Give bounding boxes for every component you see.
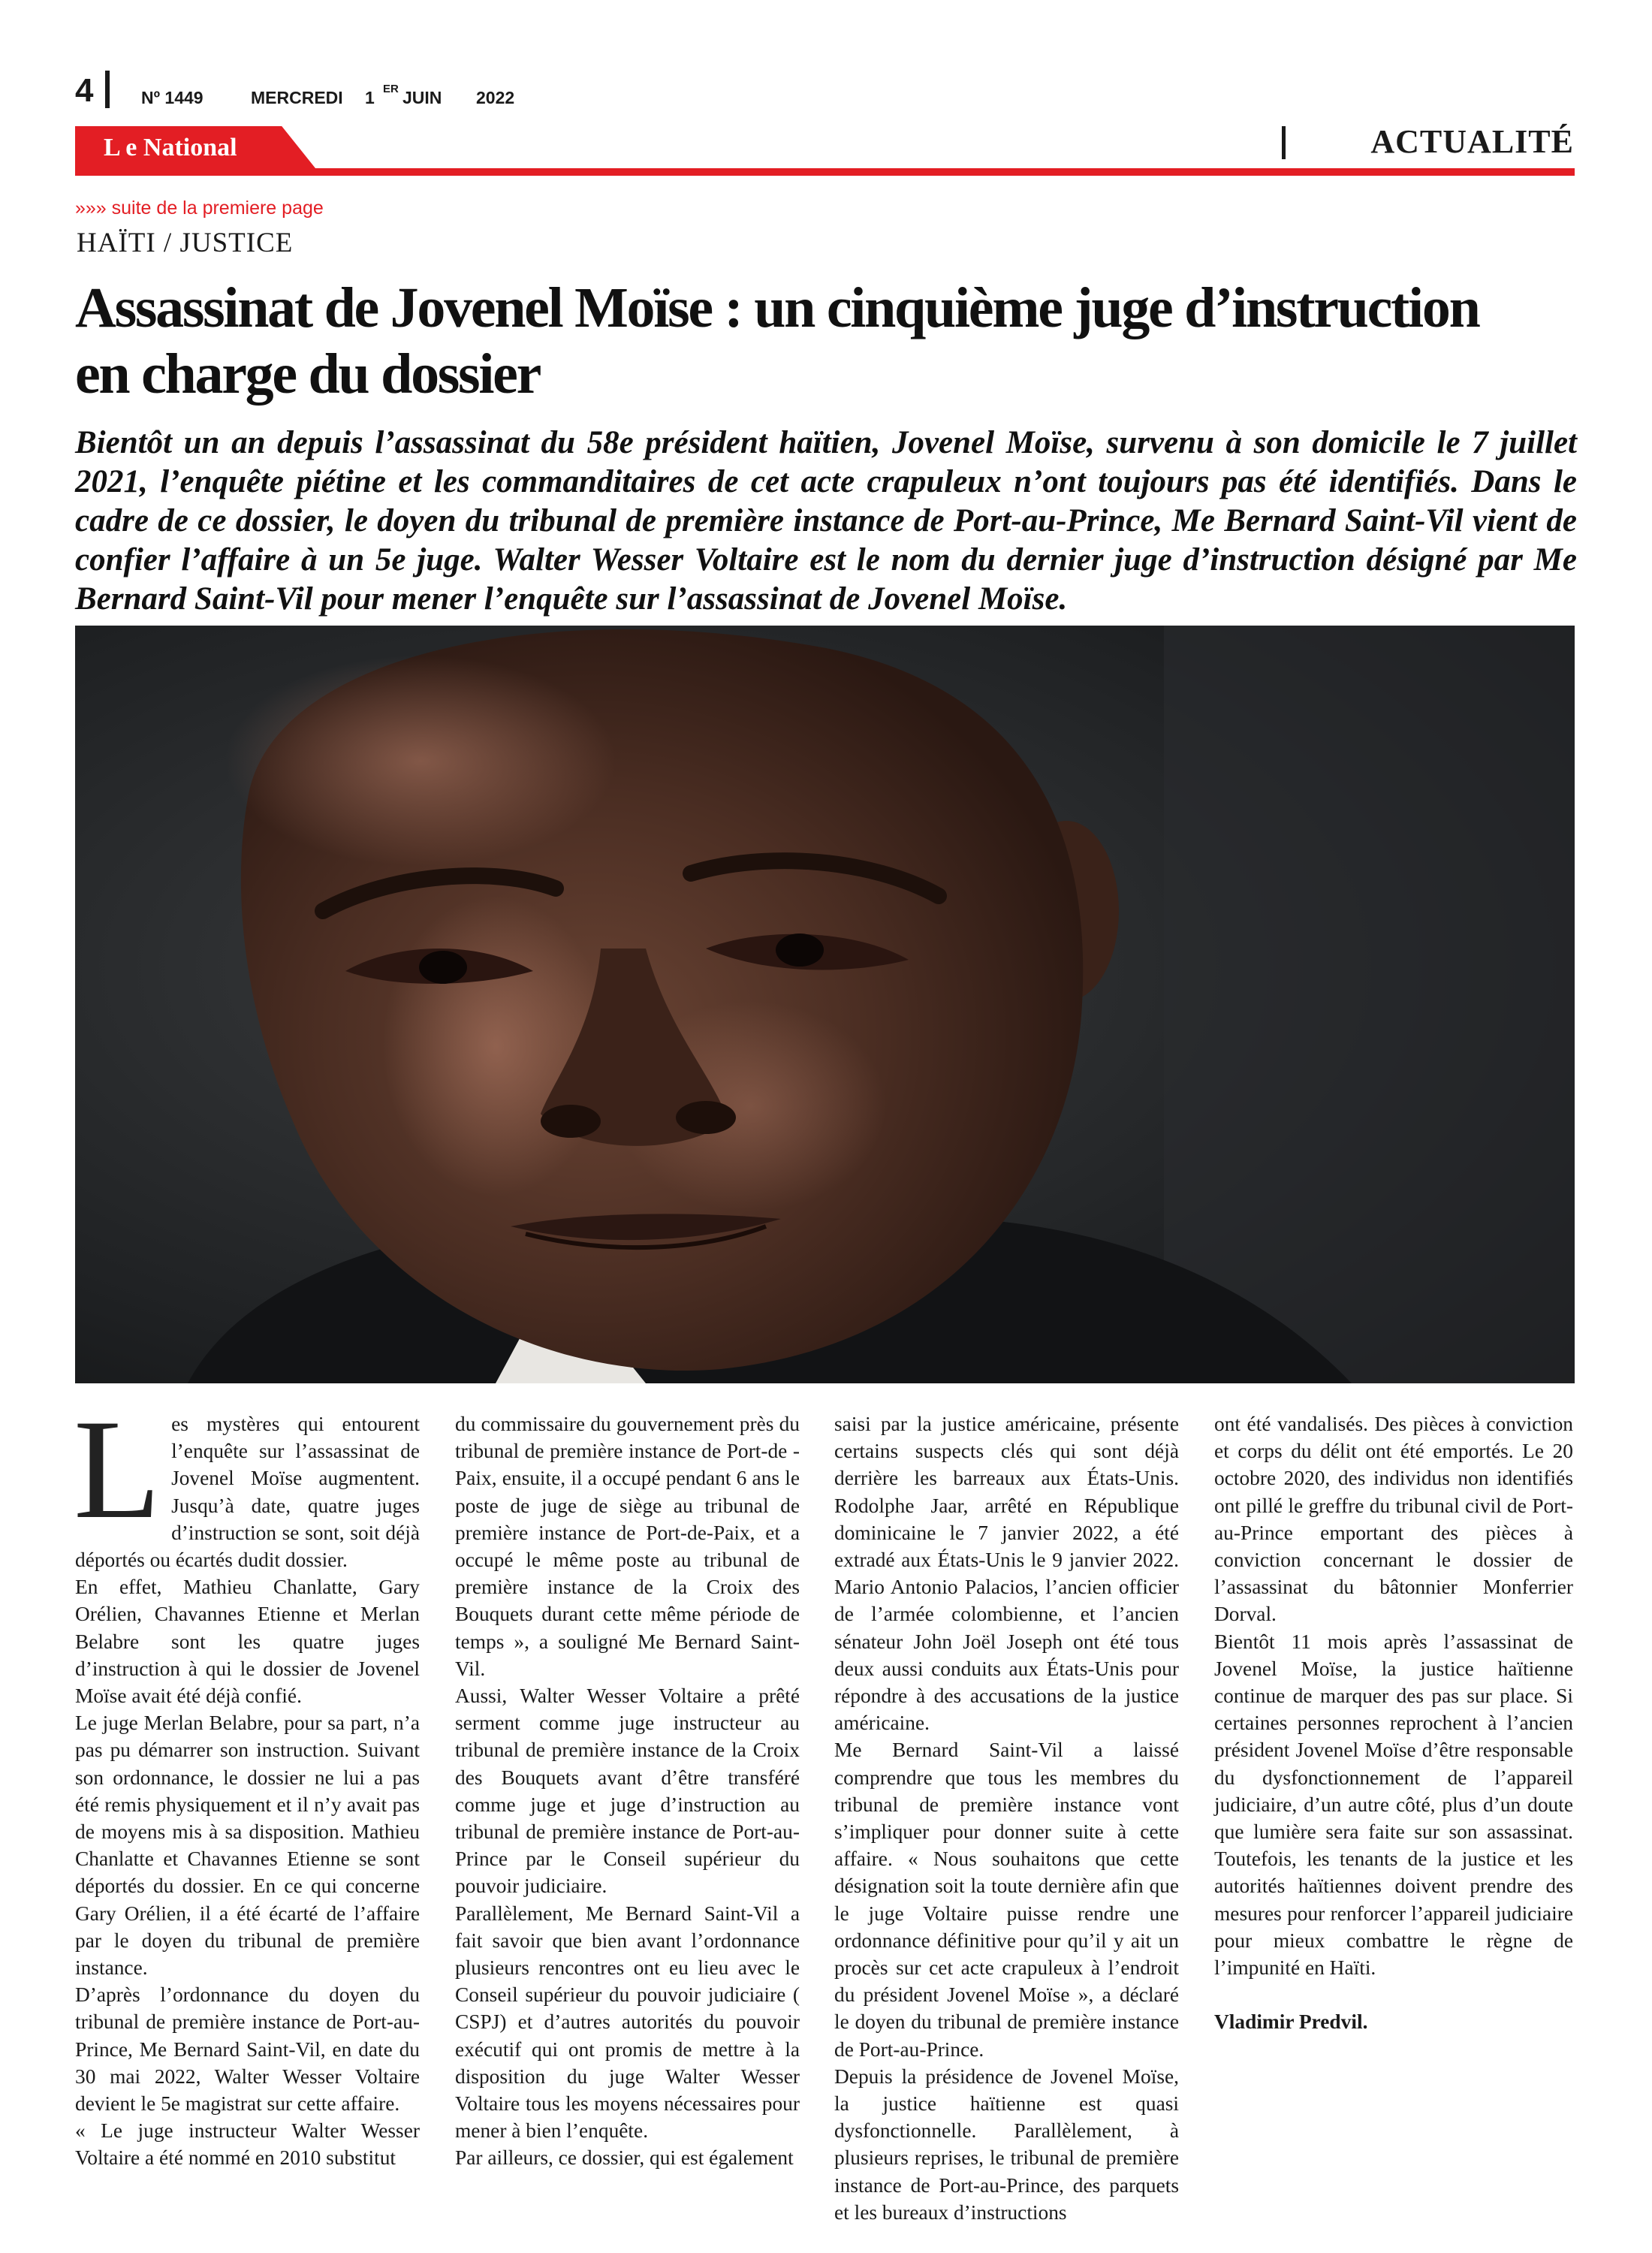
continued-from-label: »»» suite de la premiere page [75,198,324,219]
body-paragraph: En effet, Mathieu Chanlatte, Gary Orélien, Chavannes Etienne et Merlan Belabre sont les quatre juges d’instruction à qui le dossier de Jovenel Moïse avait été déjà confié. [75,1576,420,1708]
body-paragraph: saisi par la justice américaine, présente certains suspects clés qui sont déjà derrière les barreaux aux États-Unis. Rodolphe Jaar, arrêté en République dominicaine le 7 janvier 2022, a été extradé aux États-Unis le 9 janvier 2022. Mario Antonio Palacios, l’ancien officier de l’armée colombienne, et l’ancien sénateur John Joël Joseph ont été tous deux aussi conduits aux États-Unis pour répondre à des accusations de la justice américaine. [834,1413,1179,1735]
body-paragraph: es mystères qui entourent l’enquête sur l’assassinat de Jovenel Moïse augmentent. Jusqu’à date, quatre juges d’instruction se sont, soit déjà déportés ou écartés dudit dossier. [75,1413,420,1572]
issue-year: 2022 [476,88,515,107]
body-paragraph: Parallèlement, Me Bernard Saint-Vil a fait savoir que bien avant l’ordonnance plusieurs rencontres ont eu lieu avec le Conseil supérieur du pouvoir judiciaire ( CSPJ) et d’autres autorités du pouvoir exécutif qui ont promis de mettre à la disposition du juge Walter Wesser Voltaire tous les moyens nécessaires pour mener à bien l’enquête. [455,1902,800,2143]
article-column-3 [834,1410,1179,2226]
body-paragraph: Aussi, Walter Wesser Voltaire a prêté serment comme juge instructeur au tribunal de première instance de la Croix des Bouquets avant d’être transféré comme juge et juge d’instruction au tribunal de première instance de Port-au-Prince par le Conseil supérieur du pouvoir judiciaire. [455,1684,800,1898]
body-paragraph: D’après l’ordonnance du doyen du tribunal de première instance de Port-au-Prince, Me Bernard Saint-Vil, en date du 30 mai 2022, Walter Wesser Voltaire devient le 5e magistrat sur cette affaire. [75,1983,420,2116]
page-number-separator [105,71,110,108]
body-paragraph: Me Bernard Saint-Vil a laissé comprendre que tous les membres du tribunal de première instance vont s’impliquer pour donner suite à cette affaire. « Nous souhaitons que cette désignation soit la toute dernière afin que le juge Voltaire puisse rendre une ordonnance définitive pour qu’il y ait un procès sur cet acte crapuleux à l’endroit du président Jovenel Moïse », a déclaré le doyen du tribunal de première instance de Port-au-Prince. [834,1739,1179,2061]
issue-month: JUIN [402,88,442,107]
body-paragraph: « Le juge instructeur Walter Wesser Voltaire a été nommé en 2010 substitut [75,2119,420,2170]
section-separator [1282,126,1286,159]
body-paragraph: du commissaire du gouvernement près du tribunal de première instance de Port-de - Paix, ensuite, il a occupé pendant 6 ans le poste de juge de siège au tribunal de première instance de Port-de-Paix, et a occupé le même poste au tribunal de première instance de la Croix des Bouquets durant cette même période de temps », a souligné Me Bernard Saint-Vil. [455,1413,800,1680]
section-title: ACTUALITÉ [1370,123,1574,160]
headline-line-2: en charge du dossier [75,342,541,406]
issue-weekday: MERCREDI [251,88,343,107]
issue-day: 1 [365,88,375,107]
drop-cap: L [74,1391,161,1549]
body-paragraph: Depuis la présidence de Jovenel Moïse, la justice haïtienne est quasi dysfonctionnelle. Parallèlement, à plusieurs reprises, le tribunal de première instance de Port-au-Prince, des parquets et les bureaux d’instructions [834,2064,1179,2224]
body-paragraph: Bientôt 11 mois après l’assassinat de Jovenel Moïse, la justice haïtienne continue de marquer des pas sur place. Si certaines personnes reprochent à l’ancien président Jovenel Moïse d’être responsable du dysfonctionnement de l’appareil judiciaire, d’un autre côté, plus d’un doute que lumière sera faite sur son assassinat. Toutefois, les tenants de la justice et les autorités haïtiennes doivent prendre des mesures pour renforcer l’appareil judiciaire pour mieux combattre le règne de l’impunité en Haïti. [1214,1630,1573,1980]
headline-line-1: Assassinat de Jovenel Moïse : un cinquième juge d’instruction [75,276,1479,339]
page-number: 4 [75,72,94,109]
article-headline [75,275,1577,407]
article-column-2 [455,1410,800,2172]
article-lead: Bientôt un an depuis l’assassinat du 58e président haïtien, Jovenel Moïse, survenu à son domicile le 7 juillet 2021, l’enquête piétine et les commanditaires de cet acte crapuleux n’ont toujours pas été identifiés. Dans le cadre de ce dossier, le doyen du tribunal de première instance de Port-au-Prince, Me Bernard Saint-Vil vient de confier l’affaire à un 5e juge. Walter Wesser Voltaire est le nom du dernier juge d’instruction désigné par Me Bernard Saint-Vil pour mener l’enquête sur l’assassinat de Jovenel Moïse. [75,425,1577,617]
newspaper-brand: L e National [104,134,237,161]
article-author: Vladimir Predvil. [1214,2010,1368,2034]
header-rule [75,168,1575,176]
portrait-photo [75,626,1575,1383]
body-paragraph: ont été vandalisés. Des pièces à conviction et corps du délit ont été emportés. Le 20 octobre 2020, des individus non identifiés ont pillé le greffre du tribunal civil de Port-au-Prince emportant des pièces à conviction concernant le dossier de l’assassinat du bâtonnier Monferrier Dorval. [1214,1413,1573,1626]
article-kicker: HAÏTI / JUSTICE [77,228,294,258]
issue-day-suffix: ER [383,83,399,95]
issue-number: Nº 1449 [141,88,203,107]
article-column-1 [74,1391,420,2172]
body-paragraph: Le juge Merlan Belabre, pour sa part, n’a pas pu démarrer son instruction. Suivant son ordonnance, le dossier ne lui a pas été remis physiquement et il n’y avait pas de moyens mis à sa disposition. Mathieu Chanlatte et Chavannes Etienne se sont déportés du dossier. En ce qui concerne Gary Orélien, il a été écarté de l’affaire par le doyen du tribunal de première instance. [75,1712,420,1980]
body-paragraph: Par ailleurs, ce dossier, qui est également [455,2146,794,2170]
article-column-4 [1214,1410,1573,2035]
